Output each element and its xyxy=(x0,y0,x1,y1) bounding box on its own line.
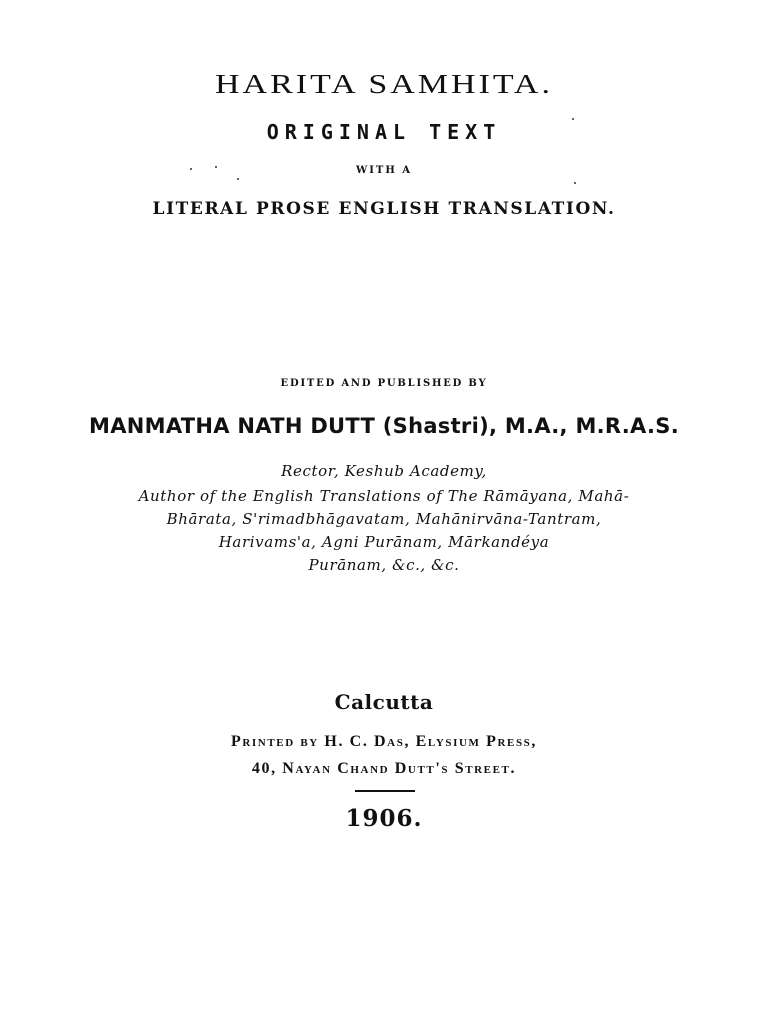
scan-speck xyxy=(572,118,574,120)
translation-description: LITERAL PROSE ENGLISH TRANSLATION. xyxy=(152,199,616,219)
book-title: HARITA SAMHITA. xyxy=(214,69,553,100)
editor-credential-line: Rector, Keshub Academy, xyxy=(281,462,487,480)
subtitle-connector: WITH A xyxy=(355,165,413,176)
scan-speck xyxy=(574,182,576,184)
book-subtitle: ORIGINAL TEXT xyxy=(266,120,502,144)
publication-year: 1906. xyxy=(345,805,423,832)
editor-credential-line: Bhārata, S'rimadbhāgavatam, Mahānirvāna-Tantram, xyxy=(166,510,602,528)
scan-speck xyxy=(237,178,239,180)
printer-line: Printed by H. C. Das, Elysium Press, xyxy=(230,733,537,750)
editor-credential-line: Harivams'a, Agni Purānam, Mārkandéya xyxy=(218,533,550,551)
publication-city: Calcutta xyxy=(334,690,434,714)
printer-address: 40, Nayan Chand Dutt's Street. xyxy=(251,760,517,777)
editor-name: MANMATHA NATH DUTT (Shastri), M.A., M.R.A.S. xyxy=(89,414,679,438)
divider-rule xyxy=(355,790,415,792)
edited-by-label: EDITED AND PUBLISHED BY xyxy=(280,378,488,389)
scan-speck xyxy=(215,166,217,168)
editor-credential-line: Purānam, &c., &c. xyxy=(308,556,460,574)
editor-credential-line: Author of the English Translations of The Rāmāyana, Mahā- xyxy=(138,487,630,505)
scan-speck xyxy=(190,168,192,170)
